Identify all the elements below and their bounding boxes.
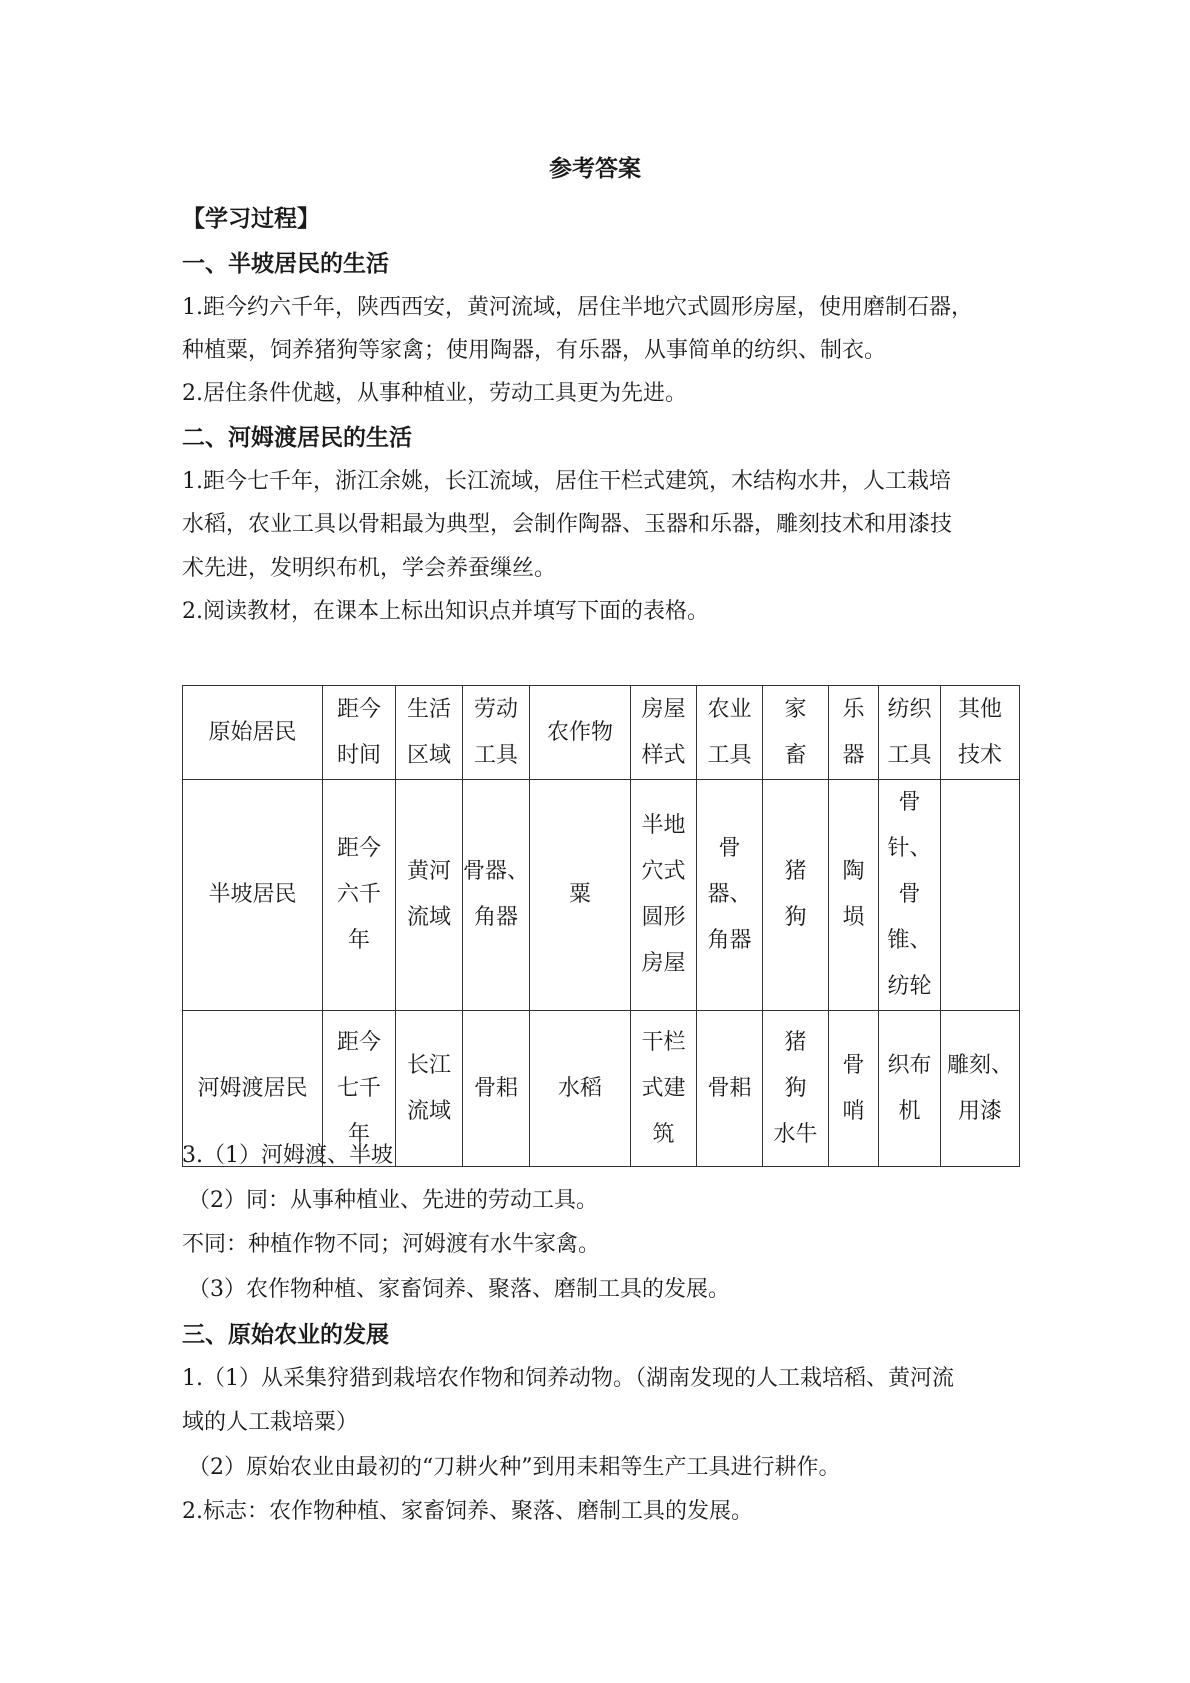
table-cell-line: 水稻 [557,1075,602,1101]
table-cell-line: 雕刻、 [946,1052,1013,1078]
table-cell-line: 其他 [957,696,1002,722]
table-cell-line: 骨耜 [473,1075,518,1101]
table-cell-line: 式建 [641,1075,686,1101]
part2-paragraph1-line1: 1.距今七千年，浙江余姚，长江流域，居住干栏式建筑，木结构水井，人工栽培 [182,469,951,494]
part2-heading: 二、河姆渡居民的生活 [182,425,412,451]
part3-paragraph1-line1: 1.（1）从采集狩猎到栽培农作物和饲养动物。（湖南发现的人工栽培稻、黄河流 [182,1366,954,1391]
table-cell [396,686,463,780]
table-cell-line: 距今 [336,836,381,861]
comparison-table [182,685,1020,1167]
part1-paragraph1-line1: 1.距今约六千年，陕西西安，黄河流域，居住半地穴式圆形房屋，使用磨制石器， [182,295,973,320]
page-title: 参考答案 [549,156,641,182]
table-cell-line: 年 [347,1121,370,1147]
table-cell [697,686,763,780]
table-cell-line: 骨针、 [887,790,932,861]
table-cell [631,686,697,780]
table-cell-line: 猪 [784,1029,807,1055]
table-cell-line: 角器 [473,905,518,930]
part2-q3-1: 3.（1）河姆渡、半坡 [182,1143,393,1168]
table-cell-line: 技术 [957,742,1002,768]
part1-heading: 一、半坡居民的生活 [182,251,389,277]
table-cell [396,780,463,1011]
part2-paragraph1-line3: 术先进，发明织布机，学会养蚕缫丝。 [182,556,557,581]
table-cell [323,780,396,1011]
table-cell-line: 骨耜 [707,1075,752,1101]
table-cell-line: 房屋 [641,696,686,722]
table-cell [763,686,829,780]
table-cell-line: 河姆渡居民 [197,1075,308,1101]
table-cell-line: 筑 [652,1121,675,1147]
table-cell-line: 织布 [887,1052,932,1078]
table-cell-line: 农作物 [546,719,613,745]
table-cell-line: 六千 [336,882,381,907]
table-cell-line: 乐 [842,696,865,722]
table-cell-line: 家 [784,696,807,722]
table-cell [463,780,530,1011]
table-cell [323,686,396,780]
table-cell [879,686,941,780]
table-cell-line: 黄河 [406,859,451,884]
table-cell-line: 流域 [406,905,451,930]
table-cell-line: 陶 [842,859,865,884]
table-cell-line: 时间 [336,742,381,768]
part1-paragraph1-line2: 种植粟，饲养猪狗等家禽；使用陶器，有乐器，从事简单的纺织、制衣。 [182,338,887,363]
table-cell-line: 纺轮 [887,974,932,999]
table-cell-line: 用漆 [957,1098,1002,1124]
table-cell-line: 流域 [406,1098,451,1124]
table-cell-line: 干栏 [641,1029,686,1055]
table-cell [183,780,323,1011]
table-cell-line: 工具 [707,742,752,768]
table-cell [941,686,1020,780]
part2-paragraph2: 2.阅读教材，在课本上标出知识点并填写下面的表格。 [182,599,709,624]
table-cell-line: 猪 [784,859,807,884]
table-cell [829,780,879,1011]
part3-heading: 三、原始农业的发展 [182,1322,389,1348]
table-cell-line: 劳动 [473,696,518,722]
table-cell-line: 半地 [641,813,686,838]
table-cell-line: 骨器、 [463,859,530,884]
table-cell-line: 埙 [842,905,865,930]
table-cell-line: 农业 [707,696,752,722]
table-cell-line: 狗 [784,1075,807,1101]
table-cell-line: 骨锥、 [887,882,932,953]
table-cell [183,686,323,780]
table-cell [530,780,631,1011]
table-cell-line: 原始居民 [208,719,297,745]
table-cell [941,780,1020,1011]
table-cell-line: 房屋 [641,951,686,976]
table-cell-line: 水牛 [773,1121,818,1147]
part1-paragraph2: 2.居住条件优越，从事种植业，劳动工具更为先进。 [182,381,687,406]
table-header-row [183,686,1020,780]
part3-paragraph1-line2: 域的人工栽培粟） [182,1410,359,1435]
table-cell-line: 穴式 [641,859,686,884]
table-cell [697,780,763,1011]
part2-q3-2: （2）同：从事种植业、先进的劳动工具。 [188,1188,598,1213]
table-cell-line: 机 [898,1098,921,1124]
table-cell [631,780,697,1011]
table-cell-line: 纺织 [887,696,932,722]
table-cell [530,686,631,780]
table-cell-line: 工具 [887,742,932,768]
table-cell-line: 区域 [406,742,451,768]
table-cell-line: 狗 [784,905,807,930]
section-header: 【学习过程】 [182,206,320,232]
part2-q3-diff: 不同：种植作物不同；河姆渡有水牛家禽。 [182,1232,601,1257]
table-cell [829,686,879,780]
table-cell [763,780,829,1011]
table-cell-line: 圆形 [641,905,686,930]
table-cell-line: 七千 [336,1075,381,1101]
table-cell-line: 角器 [707,928,752,953]
table-cell-line: 年 [347,928,370,953]
table-cell-line: 长江 [406,1052,451,1078]
table-cell [463,686,530,780]
part2-q3-3: （3）农作物种植、家畜饲养、聚落、磨制工具的发展。 [188,1277,730,1302]
table-cell-line: 畜 [784,742,807,768]
table-cell-line: 距今 [336,1029,381,1055]
part3-paragraph1-2: （2）原始农业由最初的“刀耕火种”到用耒耜等生产工具进行耕作。 [188,1455,841,1480]
table-row [183,780,1020,1011]
table-cell-line: 生活 [406,696,451,722]
part3-paragraph2: 2.标志：农作物种植、家畜饲养、聚落、磨制工具的发展。 [182,1499,753,1524]
part2-paragraph1-line2: 水稻，农业工具以骨耜最为典型，会制作陶器、玉器和乐器，雕刻技术和用漆技 [182,512,953,537]
table-cell-line: 器 [842,742,865,768]
table-cell-line: 哨 [842,1098,865,1124]
table-cell-line: 距今 [336,696,381,722]
table-cell-line: 样式 [641,742,686,768]
table-cell-line: 工具 [473,742,518,768]
table-cell-line: 粟 [568,882,591,907]
table-cell-line: 骨器、 [707,836,752,907]
table-cell-line: 骨 [842,1052,865,1078]
table-cell-line: 半坡居民 [208,882,297,907]
table-cell [879,780,941,1011]
